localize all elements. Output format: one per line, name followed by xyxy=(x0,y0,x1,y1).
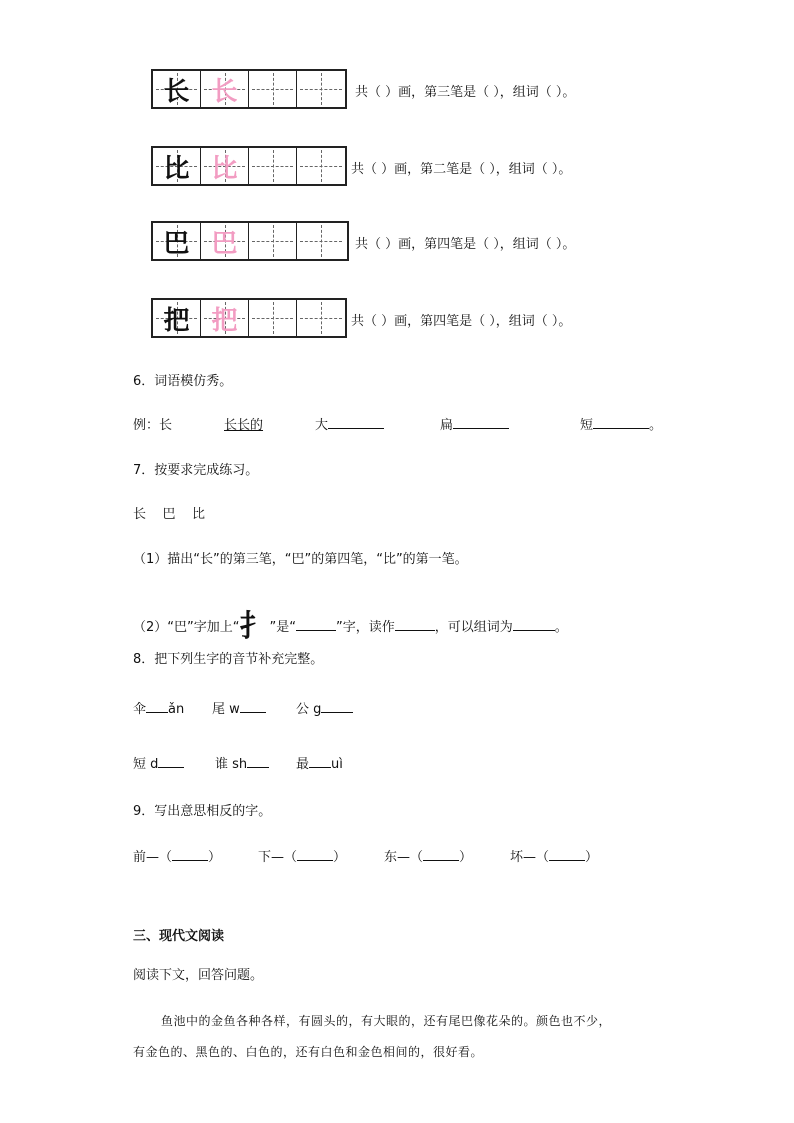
trace-char: 比 xyxy=(211,153,238,184)
q8-item xyxy=(212,698,266,717)
model-char: 长 xyxy=(163,76,190,107)
answer-blank[interactable] xyxy=(146,712,168,713)
q8-char: 尾 xyxy=(212,702,226,717)
section-title: 三、现代文阅读 xyxy=(133,929,225,944)
q6-item-2 xyxy=(440,414,509,433)
trace-char: 把 xyxy=(211,305,238,336)
q8-char: 公 xyxy=(296,702,310,717)
q8-pinyin-part: ǎn xyxy=(168,702,185,717)
q9-item xyxy=(133,846,221,865)
q9-prompt: 东—（ xyxy=(384,850,424,865)
q8-item xyxy=(296,698,353,717)
q7-sub2-b: ”是“ xyxy=(269,620,296,635)
answer-blank[interactable] xyxy=(423,860,459,861)
answer-blank[interactable] xyxy=(296,630,336,631)
answer-blank[interactable] xyxy=(593,428,649,429)
q9-title: 9．写出意思相反的字。 xyxy=(133,804,272,819)
q9-prompt: 下—（ xyxy=(258,850,298,865)
q9-item xyxy=(384,846,472,865)
grid-cell-model xyxy=(153,300,201,336)
q6-title: 6．词语模仿秀。 xyxy=(133,374,233,389)
grid-question: 共（ ）画，第四笔是（ ），组词（ ）。 xyxy=(355,237,576,252)
q7-sub2-end: 。 xyxy=(554,620,568,635)
grid-cell-trace xyxy=(201,71,249,107)
q8-pinyin-part: uì xyxy=(331,757,343,772)
q8-item xyxy=(215,753,269,772)
grid-cell-model xyxy=(153,71,201,107)
q7-sub1: （1）描出“长”的第三笔，“巴”的第四笔，“比”的第一笔。 xyxy=(133,552,468,567)
answer-blank[interactable] xyxy=(321,712,353,713)
q7-sub2-a: （2）“巴”字加上“ xyxy=(133,620,240,635)
grid-question: 共（ ）画，第二笔是（ ），组词（ ）。 xyxy=(351,162,572,177)
q6-item-2-char: 扁 xyxy=(440,418,454,433)
q6-end-mark: 。 xyxy=(649,418,663,433)
q7-sub2-d: ，可以组词为 xyxy=(434,620,513,635)
grid-cell-trace xyxy=(201,300,249,336)
q8-pinyin-part: w xyxy=(229,702,240,717)
tianzi-grid xyxy=(151,69,347,109)
model-char: 比 xyxy=(163,153,190,184)
answer-blank[interactable] xyxy=(328,428,384,429)
q8-char: 伞 xyxy=(133,702,147,717)
q9-item xyxy=(510,846,598,865)
q6-example-answer: 长长的 xyxy=(224,418,264,433)
tianzi-grid xyxy=(151,146,347,186)
hand-radical-glyph: 扌 xyxy=(239,609,270,644)
tianzi-grid xyxy=(151,221,349,261)
q9-item xyxy=(258,846,346,865)
grid-cell-blank[interactable] xyxy=(297,148,345,184)
grid-question: 共（ ）画，第四笔是（ ），组词（ ）。 xyxy=(351,314,572,329)
reading-passage-line-2: 有金色的、黑色的、白色的，还有白色和金色相间的，很好看。 xyxy=(133,1045,484,1059)
q7-sub2 xyxy=(133,596,568,644)
answer-blank[interactable] xyxy=(247,767,269,768)
q8-char: 短 xyxy=(133,757,147,772)
grid-cell-trace xyxy=(201,223,249,259)
answer-blank[interactable] xyxy=(549,860,585,861)
grid-cell-blank[interactable] xyxy=(297,223,345,259)
model-char: 把 xyxy=(163,305,190,336)
q9-close: ） xyxy=(208,850,222,865)
q9-prompt: 坏—（ xyxy=(510,850,550,865)
grid-question: 共（ ）画，第三笔是（ ），组词（ ）。 xyxy=(355,85,576,100)
q8-title: 8．把下列生字的音节补充完整。 xyxy=(133,652,324,667)
q9-close: ） xyxy=(585,850,599,865)
grid-cell-model xyxy=(153,148,201,184)
q8-item xyxy=(133,753,184,772)
section-instruction: 阅读下文，回答问题。 xyxy=(133,968,264,983)
q8-pinyin-part: sh xyxy=(232,757,248,772)
grid-cell-blank[interactable] xyxy=(249,300,297,336)
answer-blank[interactable] xyxy=(297,860,333,861)
q8-char: 谁 xyxy=(215,757,229,772)
model-char: 巴 xyxy=(163,228,190,259)
q9-close: ） xyxy=(333,850,347,865)
q9-close: ） xyxy=(459,850,473,865)
q8-char: 最 xyxy=(296,757,310,772)
q7-title: 7．按要求完成练习。 xyxy=(133,463,259,478)
answer-blank[interactable] xyxy=(513,630,555,631)
q6-item-3 xyxy=(580,414,662,433)
grid-cell-blank[interactable] xyxy=(249,148,297,184)
q8-item xyxy=(296,753,343,772)
grid-cell-blank[interactable] xyxy=(249,71,297,107)
trace-char: 巴 xyxy=(211,228,238,259)
q7-sub2-c: ”字，读作 xyxy=(335,620,395,635)
q7-chars: 长 巴 比 xyxy=(133,507,206,522)
answer-blank[interactable] xyxy=(240,712,266,713)
q8-pinyin-part: d xyxy=(150,757,159,772)
trace-char: 长 xyxy=(211,76,238,107)
grid-cell-blank[interactable] xyxy=(297,71,345,107)
q8-pinyin-part: g xyxy=(313,702,322,717)
grid-cell-model xyxy=(153,223,201,259)
answer-blank[interactable] xyxy=(453,428,509,429)
grid-cell-trace xyxy=(201,148,249,184)
answer-blank[interactable] xyxy=(158,767,184,768)
q6-item-3-char: 短 xyxy=(580,418,594,433)
reading-passage-line-1: 鱼池中的金鱼各种各样，有圆头的，有大眼的，还有尾巴像花朵的。颜色也不少， xyxy=(161,1014,612,1028)
q6-example-label: 例：长 xyxy=(133,418,173,433)
q6-item-1-char: 大 xyxy=(315,418,329,433)
q6-item-1 xyxy=(315,414,384,433)
answer-blank[interactable] xyxy=(309,767,331,768)
grid-cell-blank[interactable] xyxy=(297,300,345,336)
tianzi-grid xyxy=(151,298,347,338)
grid-cell-blank[interactable] xyxy=(249,223,297,259)
q9-prompt: 前—（ xyxy=(133,850,173,865)
answer-blank[interactable] xyxy=(395,630,435,631)
q8-item xyxy=(133,698,184,717)
answer-blank[interactable] xyxy=(172,860,208,861)
